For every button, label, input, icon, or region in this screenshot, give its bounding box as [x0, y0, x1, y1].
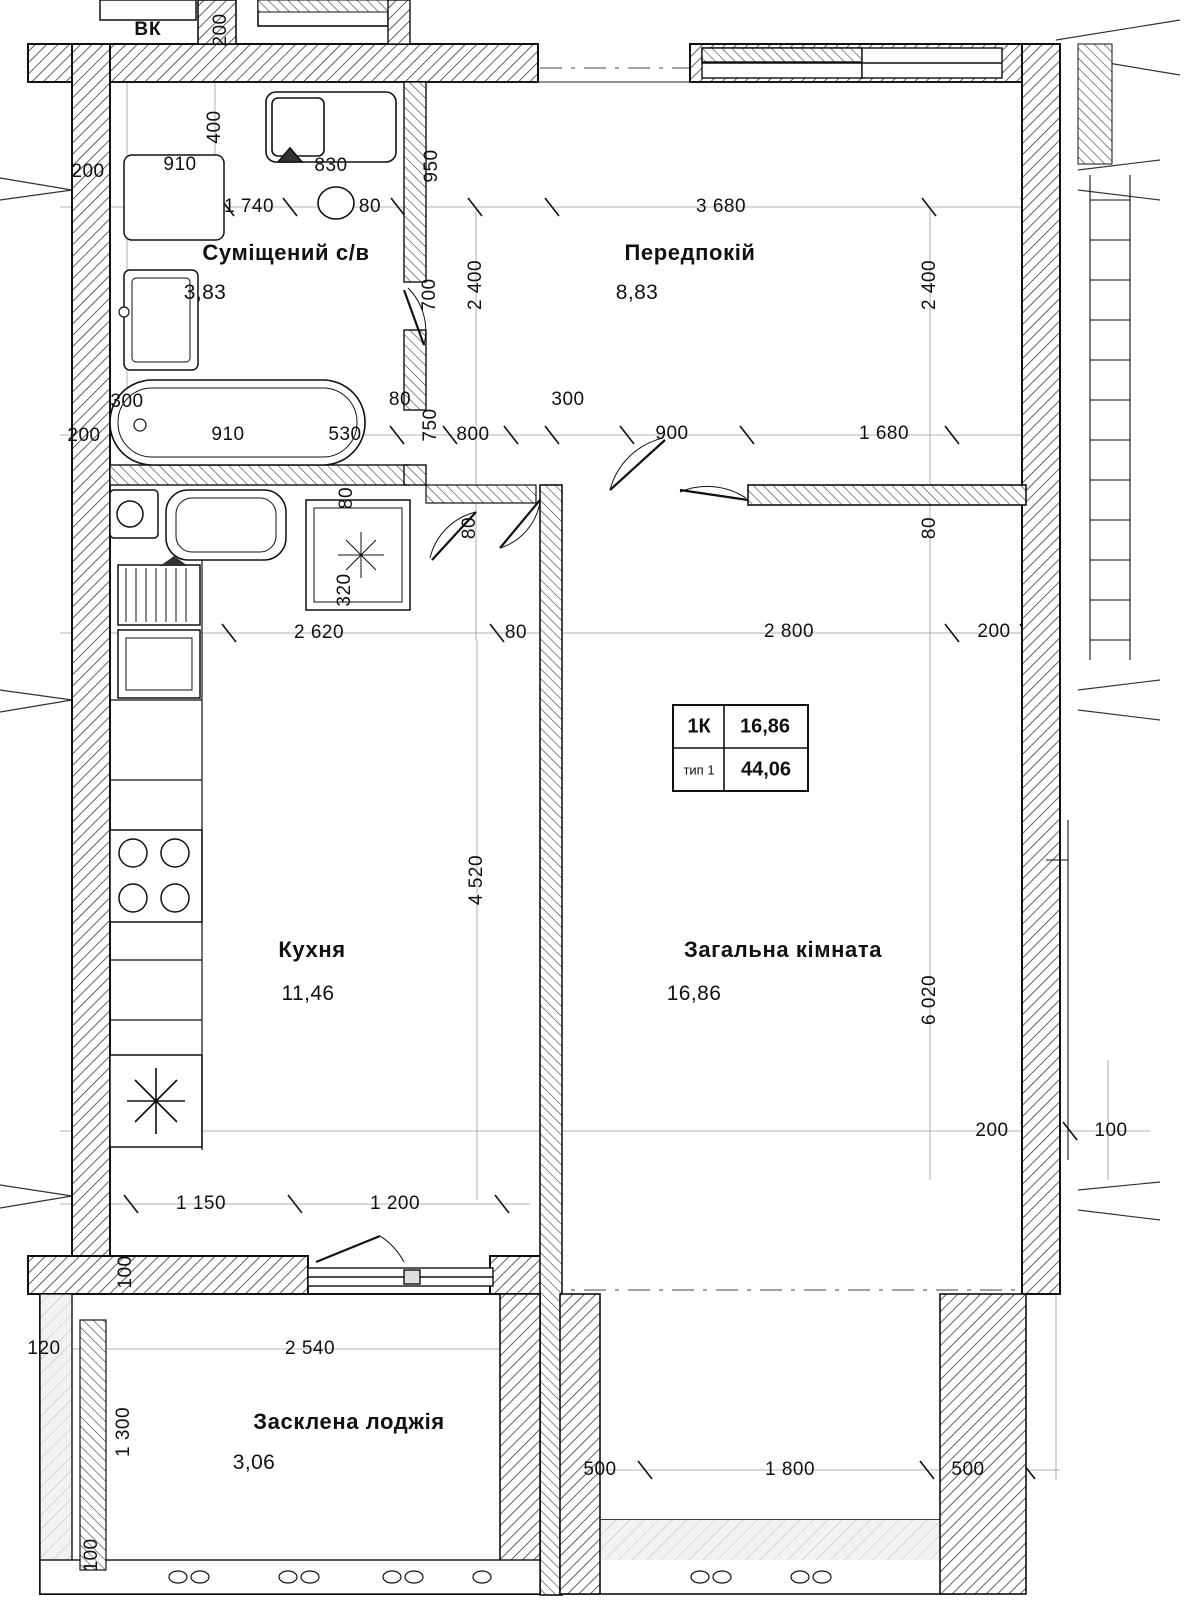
- room-name-bathroom: Суміщений с/в: [202, 240, 370, 265]
- dimension-label: 400: [204, 110, 225, 144]
- dimension-label: 1 740: [223, 196, 275, 217]
- dimension-label: 1 800: [764, 1459, 816, 1480]
- dimension-label: 80: [358, 196, 382, 217]
- dimension-label: 2 800: [763, 621, 815, 642]
- dimension-label: 3 680: [695, 196, 747, 217]
- dimension-label: 830: [314, 155, 348, 176]
- riser-label: ВК: [134, 19, 162, 40]
- dimension-label: 320: [334, 573, 355, 607]
- dimension-label: 2 400: [919, 259, 940, 311]
- dimension-label: 500: [951, 1459, 985, 1480]
- dimension-label: 910: [163, 154, 197, 175]
- dimension-label: 910: [211, 424, 245, 445]
- room-name-loggia: Засклена лоджія: [253, 1409, 445, 1434]
- dimension-label: 800: [456, 424, 490, 445]
- dimension-label: 120: [27, 1338, 61, 1359]
- dimension-label: 500: [583, 1459, 617, 1480]
- dimension-label: 2 620: [293, 622, 345, 643]
- dimension-label: 750: [420, 408, 441, 442]
- dimension-label: 950: [421, 149, 442, 183]
- dimension-label: 6 020: [919, 974, 940, 1026]
- room-area-bathroom: 3,83: [183, 281, 227, 304]
- dimension-label: 200: [71, 161, 105, 182]
- room-area-living: 16,86: [666, 982, 722, 1005]
- room-area-hall: 8,83: [615, 281, 659, 304]
- dimension-label: 200: [67, 425, 101, 446]
- dimension-label: 80: [459, 516, 480, 540]
- dimension-label: 80: [388, 389, 412, 410]
- tag-type-label: тип 1: [683, 762, 715, 778]
- dimension-label: 100: [81, 1538, 102, 1572]
- room-name-kitchen: Кухня: [278, 937, 346, 962]
- dimension-label: 80: [504, 622, 528, 643]
- dimension-label: 4 520: [466, 854, 487, 906]
- room-name-living: Загальна кімната: [683, 937, 883, 962]
- dimension-label: 1 200: [369, 1193, 421, 1214]
- dimension-label: 80: [336, 486, 357, 510]
- dimension-label: 700: [419, 278, 440, 312]
- dimension-label: 300: [110, 391, 144, 412]
- dimension-label: 200: [210, 13, 231, 47]
- dimension-label: 100: [115, 1255, 136, 1289]
- dimension-label: 200: [975, 1120, 1009, 1141]
- room-area-kitchen: 11,46: [281, 982, 335, 1005]
- dimension-label: 530: [328, 424, 362, 445]
- tag-living-area: 16,86: [739, 715, 791, 738]
- room-name-hall: Передпокій: [624, 240, 756, 265]
- dimension-label: 1 150: [175, 1193, 227, 1214]
- dimension-label: 100: [1094, 1120, 1128, 1141]
- dimension-label: 900: [655, 423, 689, 444]
- tag-total-area: 44,06: [740, 758, 792, 781]
- dimension-label: 1 680: [858, 423, 910, 444]
- dimension-label: 2 540: [284, 1338, 336, 1359]
- dimension-label: 300: [551, 389, 585, 410]
- room-area-loggia: 3,06: [232, 1451, 276, 1474]
- dimension-label: 1 300: [113, 1406, 134, 1458]
- dimension-label: 200: [977, 621, 1011, 642]
- dimension-label: 80: [919, 516, 940, 540]
- tag-rooms-label: 1К: [687, 715, 711, 738]
- dimension-label: 2 400: [465, 259, 486, 311]
